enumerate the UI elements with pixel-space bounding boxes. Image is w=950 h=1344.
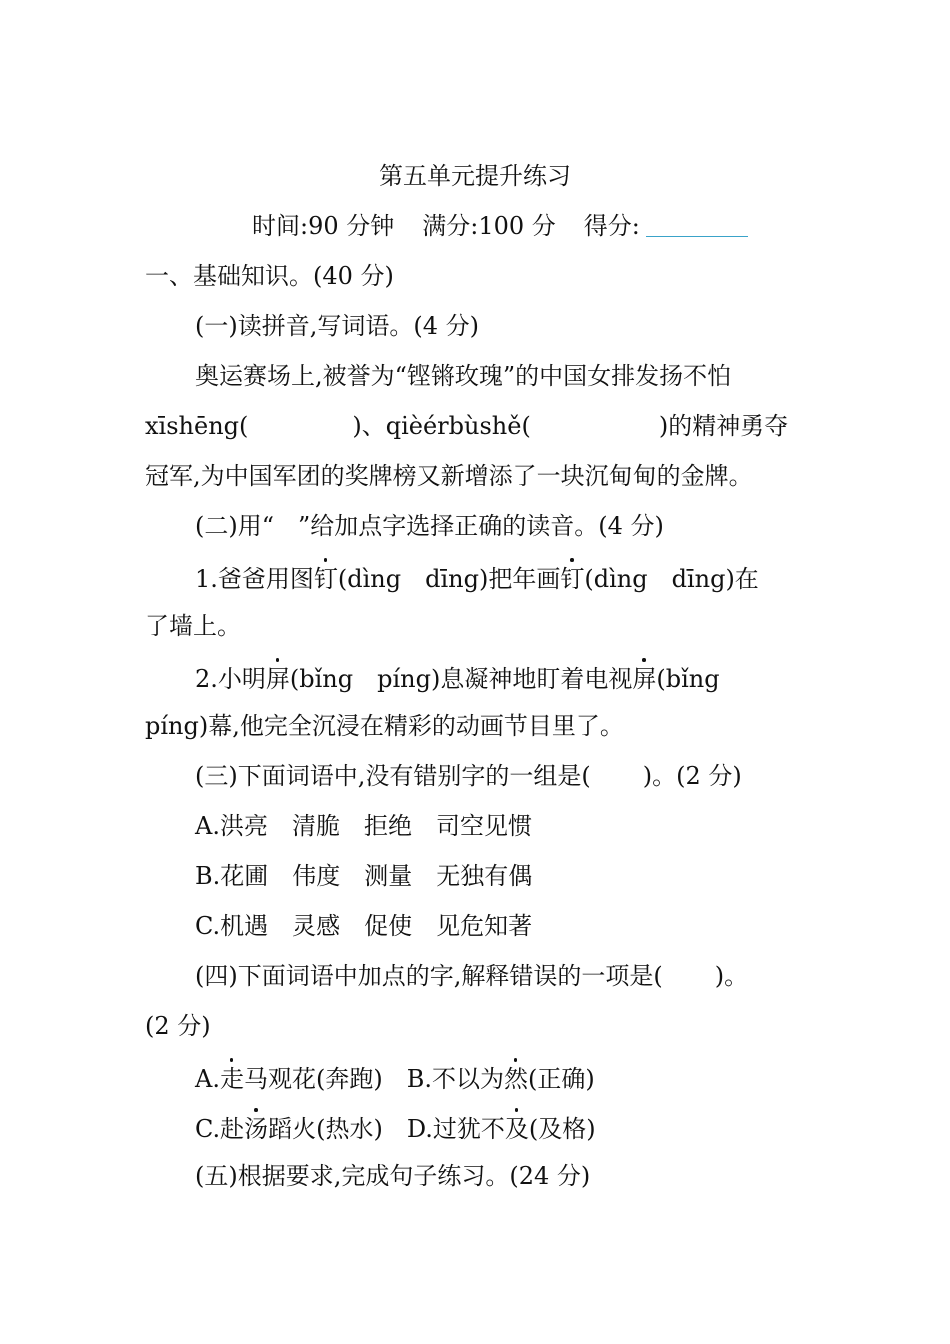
q2-item2-text: 2.小明 (195, 665, 266, 693)
q2-item1-text: 1.爸爸用图 (195, 565, 314, 593)
page-title: 第五单元提升练习 (379, 162, 571, 190)
dotted-char: 屏 (265, 665, 290, 693)
q1-paragraph-line2 (145, 410, 788, 442)
q2-heading-part1: (二)用“ (195, 512, 274, 540)
q5-heading: (五)根据要求,完成句子练习。(24 分) (195, 1162, 591, 1190)
score-blank-line[interactable] (646, 236, 748, 237)
q3-option-a[interactable]: A.洪亮 清脆 拒绝 司空见惯 (195, 812, 532, 840)
exam-meta (252, 210, 640, 242)
q2-item2 (195, 663, 720, 695)
dotted-char: 钉 (560, 565, 585, 593)
pinyin-2: )、qièérbùshě( (352, 412, 531, 440)
dotted-char: 及 (504, 1115, 529, 1143)
q1-paragraph-line1: 奥运赛场上,被誉为“铿锵玫瑰”的中国女排发扬不怕 (195, 362, 732, 390)
dotted-char: 走 (219, 1065, 244, 1093)
q4-options-cd (195, 1113, 596, 1145)
q4-option-c-text[interactable]: 蹈火(热水) D.过犹不 (268, 1115, 505, 1143)
q2-item2-cont: píng)幕,他完全沉浸在精彩的动画节目里了。 (145, 712, 624, 740)
q2-item1-cont: 了墙上。 (145, 612, 241, 640)
full-score: 满分:100 分 (422, 212, 556, 240)
dotted-char: 屏 (632, 665, 657, 693)
section-1-heading: 一、基础知识。(40 分) (145, 262, 394, 290)
q3-option-b[interactable]: B.花圃 伟度 测量 无独有偶 (195, 862, 533, 890)
time-limit: 时间:90 分钟 (252, 212, 395, 240)
q4-heading-part2: )。 (714, 962, 749, 990)
q4-option-c-label[interactable]: C.赴 (195, 1115, 245, 1143)
q2-heading-part2: ”给加点字选择正确的读音。(4 分) (298, 512, 664, 540)
q1-text-tail: )的精神勇夺 (658, 412, 789, 440)
q3-option-c[interactable]: C.机遇 灵感 促使 见危知著 (195, 912, 533, 940)
score-label: 得分: (583, 212, 640, 240)
q3-heading-part1: (三)下面词语中,没有错别字的一组是( (195, 762, 591, 790)
q2-item1-options2[interactable]: (dìng dīng)在 (584, 565, 759, 593)
dotted-char: 然 (503, 1065, 528, 1093)
q4-option-d-text[interactable]: (及格) (528, 1115, 596, 1143)
dotted-char: 汤 (244, 1115, 269, 1143)
q2-item1 (195, 563, 759, 595)
q2-item1-options1[interactable]: (dìng dīng)把年画 (337, 565, 561, 593)
q4-option-b-text[interactable]: (正确) (527, 1065, 595, 1093)
q4-heading-score: (2 分) (145, 1012, 211, 1040)
q2-item2-options2[interactable]: (bǐng (656, 665, 720, 693)
q4-option-a-label[interactable]: A. (195, 1065, 220, 1093)
q1-paragraph-line3: 冠军,为中国军团的奖牌榜又新增添了一块沉甸甸的金牌。 (145, 462, 753, 490)
q2-heading (195, 510, 664, 542)
q2-item2-options1[interactable]: (bǐng píng)息凝神地盯着电视 (289, 665, 633, 693)
q4-options-ab (195, 1063, 595, 1095)
q4-heading-part1: (四)下面词语中加点的字,解释错误的一项是( (195, 962, 663, 990)
q3-heading-part2: )。(2 分) (642, 762, 742, 790)
q4-option-a-text[interactable]: 马观花(奔跑) B.不以为 (243, 1065, 504, 1093)
q1-heading: (一)读拼音,写词语。(4 分) (195, 312, 479, 340)
q3-heading (195, 760, 742, 792)
q4-heading (195, 960, 748, 992)
pinyin-1: xīshēng( (145, 412, 249, 440)
dotted-char: 钉 (313, 565, 338, 593)
